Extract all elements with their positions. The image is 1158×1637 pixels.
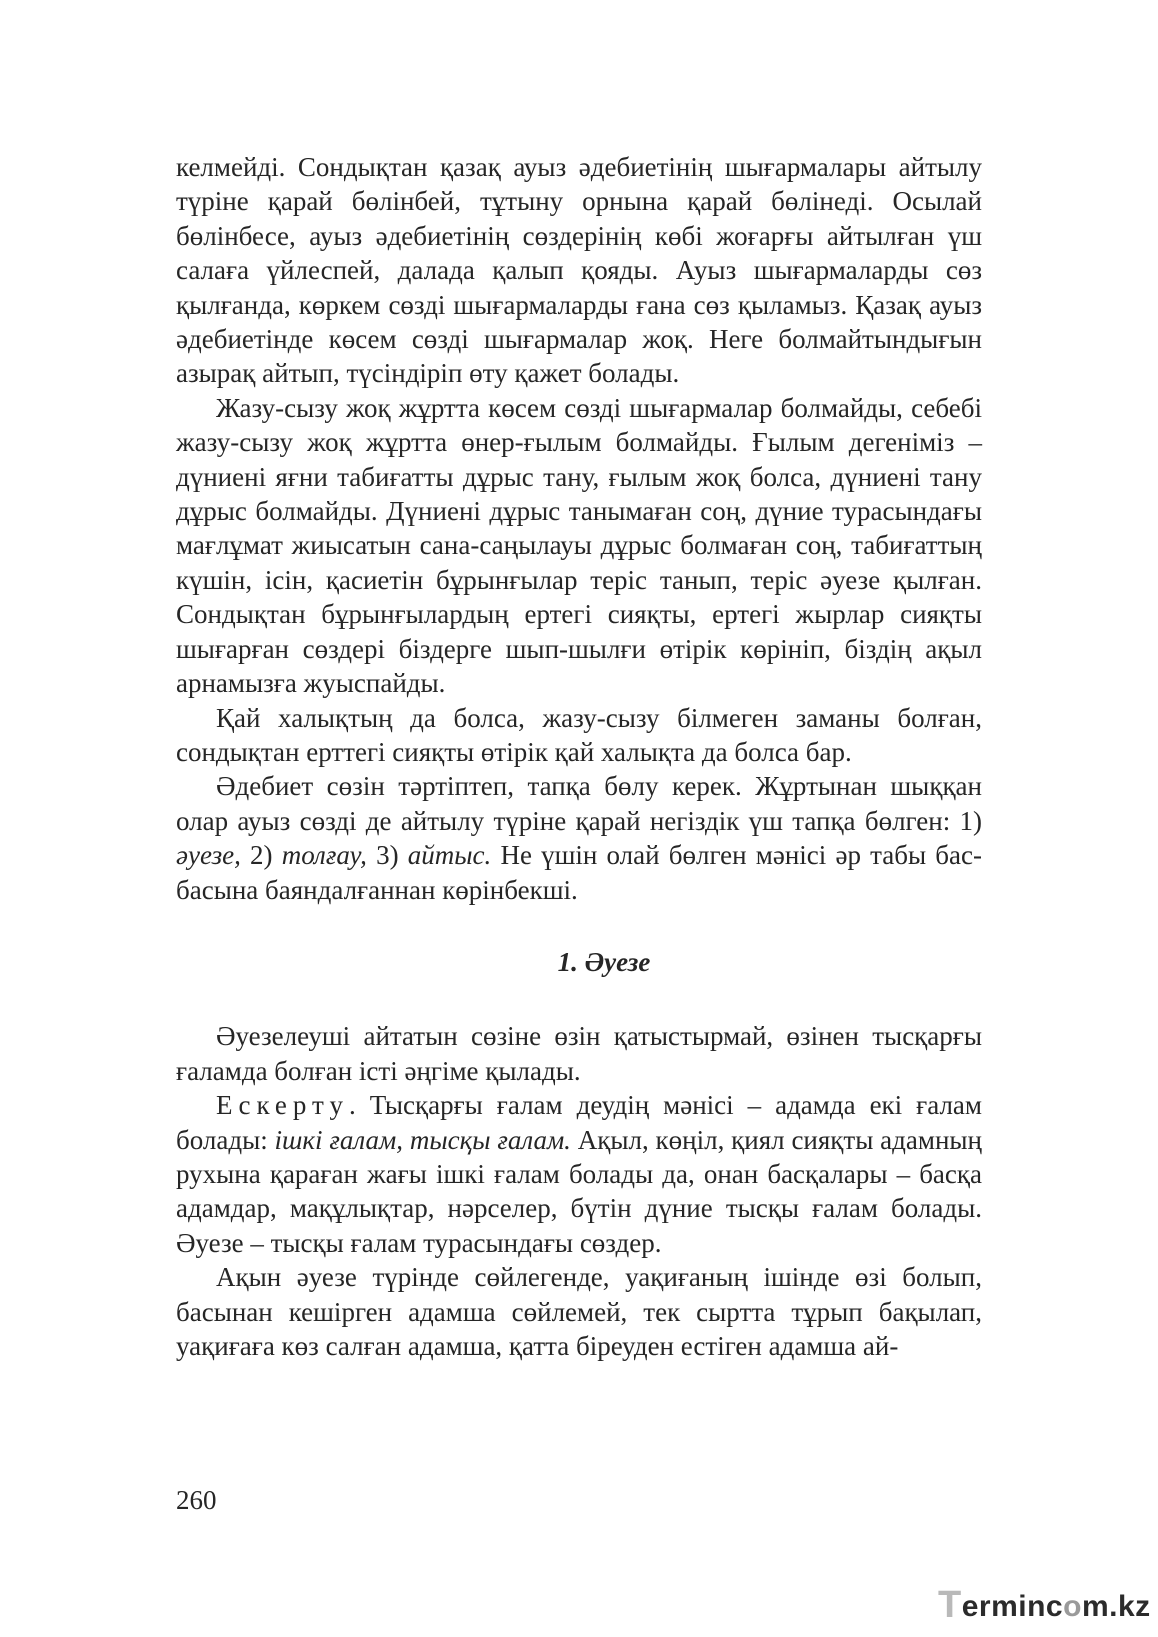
text-run: Жазу-сызу жоқ жұртта көсем сөзді шығармалар болмайды, себебі жазу-сызу жоқ жұртта өнер-ғылым болмайды. Ғылым дегеніміз – дүниені яғни табиғатты дұрыс тану, ғылым жоқ болса, дүниені тану дұрыс болмайды. Дүниені дұрыс танымаған соң, дүние турасындағы мағлұмат жиысатын сана-саңылауы дұрыс болмаған соң, табиғаттың күшін, ісін, қасиетін бұрынғылар теріс танып, теріс әуезе қылған. Сондықтан бұрынғылардың ертегі сияқты, ертегі жырлар сияқты шығарған сөздері біздерге шып-шылғи өтірік көрініп, біздің ақыл арнамызға жуыспайды. (176, 392, 982, 699)
page-body (176, 150, 982, 1363)
paragraph (176, 391, 982, 701)
site-watermark-logo (938, 1583, 1151, 1626)
text-run: 2) (240, 840, 282, 871)
spacer (176, 979, 982, 1019)
paragraph (176, 769, 982, 907)
paragraph (176, 701, 982, 770)
italic-term: ішкі ғалам, тысқы ғалам. (274, 1124, 571, 1155)
paragraph (176, 1019, 982, 1088)
spaced-term: Ескерту (216, 1090, 349, 1121)
page-number: 260 (176, 1485, 217, 1515)
text-run: Әдебиет сөзін тәртіптеп, тапқа бөлу керек. Жұртынан шыққан олар ауыз сөзді де айтылу түріне қарай негіздік үш тапқа бөлген: 1) (176, 771, 982, 836)
text-run: келмейді. Сондықтан қазақ ауыз әдебиетінің шығармалары айтылу түріне қарай бөлінбей, тұтыну орнына қарай бөлінеді. Осылай бөлінбесе, ауыз әдебиетінің сөздерінің көбі жоғарғы айтылған үш салаға үйлеспей, далада қалып қояды. Ауыз шығармаларды сөз қылғанда, көркем сөзді шығармаларды ғана сөз қыламыз. Қазақ ауыз әдебиетінде көсем сөзді шығармалар жоқ. Неге болмайтындығын азырақ айтып, түсіндіріп өту қажет болады. (176, 152, 982, 389)
text-run: Әуезелеуші айтатын сөзіне өзін қатыстырмай, өзінен тысқарғы ғаламда болған істі әңгіме қылады. (176, 1021, 982, 1086)
paragraphs-after-heading (176, 1019, 982, 1363)
italic-term: әуезе, (176, 840, 241, 871)
text-run: Қай халықтың да болса, жазу-сызу білмеген заманы болған, сондықтан ерттегі сияқты өтірік қай халықта да болса бар. (176, 702, 982, 767)
text-run: Не үшін олай бөлген мәнісі әр табы бас-басына баяндалғаннан көрінбекші. (176, 840, 982, 905)
section-heading: 1. Әуезе (557, 946, 651, 977)
italic-term: толғау, (281, 840, 367, 871)
text-run: 3) (366, 840, 408, 871)
watermark-text: erminc (961, 1590, 1064, 1623)
watermark-letter-t: T (938, 1584, 962, 1626)
paragraph (176, 1088, 982, 1260)
watermark-text-tail: m.kz (1081, 1590, 1151, 1623)
italic-term: айтыс. (407, 840, 492, 871)
text-run: Ақын әуезе түрінде сөйлегенде, уақиғаның ішінде өзі болып, басынан кешірген адамша сөйлемей, тек сыртта тұрып бақылап, уақиғаға көз салған адамша, қатта біреуден естіген адамша ай- (176, 1262, 982, 1361)
text-run: Ақыл, көңіл, қиял сияқты адамның рухына қараған жағы ішкі ғалам болады да, онан басқалары – басқа адамдар, мақұлықтар, нәрселер, бүтін дүние тысқы ғалам болады. Әуезе – тысқы ғалам турасындағы сөздер. (176, 1124, 982, 1258)
text-run: . Тысқарғы ғалам деудің мәнісі – адамда екі ғалам болады: (176, 1090, 982, 1155)
paragraph (176, 150, 982, 391)
spacer (176, 907, 982, 945)
magnifier-icon: o (1063, 1590, 1082, 1623)
paragraph (176, 1260, 982, 1363)
paragraphs-before-heading (176, 150, 982, 907)
